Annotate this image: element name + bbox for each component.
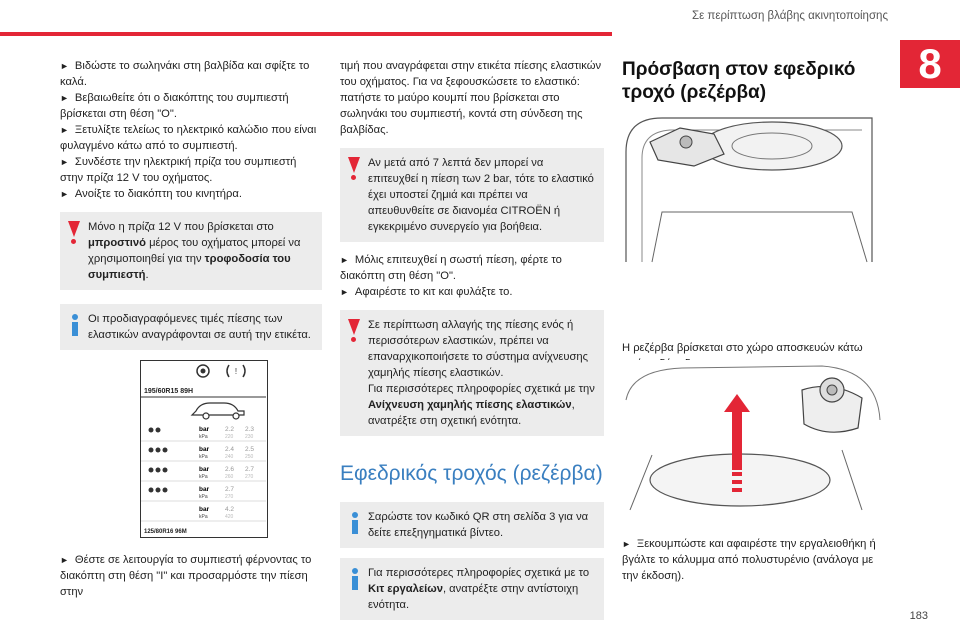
warning-icon	[68, 221, 80, 245]
warning-icon	[348, 157, 360, 181]
pressure-bar-value: 2.2	[225, 426, 235, 433]
page-number: 183	[909, 610, 928, 622]
info-icon	[350, 568, 360, 592]
pressure-row	[141, 506, 266, 521]
trunk-drawing	[622, 112, 884, 272]
step-4: ► Συνδέστε την ηλεκτρική πρίζα του συμπιεστή στην πρίζα 12 V του οχήματος.	[60, 156, 297, 184]
arrow-icon: ►	[60, 157, 69, 167]
passenger-icon	[149, 428, 154, 433]
step-7: ► Μόλις επιτευχθεί η σωστή πίεση, φέρτε το διακόπτη στη θέση "O".	[340, 254, 562, 282]
pressure-kpa-value: 230	[245, 434, 254, 440]
pressure-row	[141, 446, 266, 461]
pressure-row	[141, 426, 266, 441]
column-1	[60, 58, 322, 360]
pressure-bar-value: 2.4	[225, 446, 235, 453]
passenger-icon	[156, 488, 161, 493]
pressure-bar-value: 2.7	[245, 466, 255, 473]
arrow-icon: ►	[622, 539, 631, 549]
step-8: ► Αφαιρέστε το κιτ και φυλάξτε το.	[340, 286, 513, 298]
spare-location-caption: Η ρεζέρβα βρίσκεται στο χώρο αποσκευών κάτω	[622, 342, 863, 354]
pressure-row	[141, 486, 266, 501]
passenger-icon	[163, 448, 168, 453]
heading-access-spare: Πρόσβαση στον εφεδρικό τροχό (ρεζέρβα)	[622, 59, 856, 103]
chapter-badge: 8	[900, 40, 960, 88]
pressure-kpa-value: 420	[225, 514, 234, 520]
unit-bar-label: bar	[199, 426, 210, 433]
section-heading-spare-wheel: Εφεδρικός τροχός (ρεζέρβα)	[340, 462, 603, 485]
arrow-icon: ►	[60, 61, 69, 71]
car-icon	[192, 403, 244, 419]
pressure-bar-value: 2.6	[225, 466, 235, 473]
passenger-icon	[149, 468, 154, 473]
warning-box-reset: Σε περίπτωση αλλαγής της πίεσης ενός ή περισσότερων ελαστικών, πρέπει να επαναρχικοποιήσετε το σύστημα ανίχνευσης χαμηλής πίεσης ελαστικών. Για περισσότερες πληροφορίες σχετικά με την Ανίχνευση χαμηλής πίεσης ελαστικών, ανατρέξτε στη σχετική ενότητα.	[340, 310, 604, 436]
arrow-icon: ►	[340, 255, 349, 265]
unit-kpa-label: kPa	[199, 514, 208, 520]
inflate-instructions: τιμή που αναγράφεται στην ετικέτα πίεσης ελαστικών του οχήματος. Για να ξεφουσκώσετε το ελαστικό: πατήστε το μαύρο κουμπί που βρίσκεται στο σωληνάκι του συμπιεστή, κοντά στη σύνδεση της βαλβίδας.	[340, 60, 602, 136]
tyre-size-top: 195/60R15 89H	[144, 388, 194, 395]
pressure-kpa-value: 240	[225, 454, 234, 460]
arrow-icon: ►	[60, 93, 69, 103]
pressure-bar-value: 4.2	[225, 506, 235, 513]
passenger-icon	[156, 448, 161, 453]
arrow-icon: ►	[60, 125, 69, 135]
unit-kpa-label: kPa	[199, 494, 208, 500]
info-icon	[70, 314, 80, 338]
pressure-kpa-value: 270	[245, 474, 254, 480]
tyre-label-drawing	[141, 361, 266, 536]
unit-bar-label: bar	[199, 466, 210, 473]
svg-text:!: !	[234, 367, 238, 376]
step-3: ► Ξετυλίξτε τελείως το ηλεκτρικό καλώδιο που είναι φυλαγμένο κάτω από το συμπιεστή.	[60, 124, 317, 152]
unit-bar-label: bar	[199, 486, 210, 493]
info-icon	[350, 512, 360, 536]
pressure-row	[141, 466, 266, 481]
info-box-pressure: Οι προδιαγραφόμενες τιμές πίεσης των ελαστικών αναγράφονται σε αυτή την ετικέτα.	[60, 304, 322, 350]
step-9: ► Ξεκουμπώστε και αφαιρέστε την εργαλειοθήκη ή βγάλτε το κάλυμμα από πολυστυρένιο (ανάλογα με την έκδοση).	[622, 538, 876, 582]
pressure-bar-value: 2.3	[245, 426, 255, 433]
passenger-icon	[163, 468, 168, 473]
header-title: Σε περίπτωση βλάβης ακινητοποίησης	[691, 10, 888, 22]
passenger-icon	[149, 448, 154, 453]
remove-toolbox-illustration	[622, 360, 884, 520]
step-2: ► Βεβαιωθείτε ότι ο διακόπτης του συμπιεστή βρίσκεται στη θέση "O".	[60, 92, 289, 120]
passenger-icon	[156, 468, 161, 473]
step-5: ► Ανοίξτε το διακόπτη του κινητήρα.	[60, 188, 242, 200]
pressure-kpa-value: 250	[245, 454, 254, 460]
unit-kpa-label: kPa	[199, 434, 208, 440]
spare-wheel-shape	[702, 122, 842, 170]
passenger-icon	[149, 488, 154, 493]
step-1: ► Βιδώστε το σωληνάκι στη βαλβίδα και σφίξτε το καλά.	[60, 60, 310, 88]
unit-kpa-label: kPa	[199, 454, 208, 460]
page-header	[0, 0, 960, 40]
warning-box-7min: Αν μετά από 7 λεπτά δεν μπορεί να επιτευχθεί η πίεση των 2 bar, τότε το ελαστικό έχει υποστεί ζημιά και πρέπει να απευθυνθείτε σε διανομέα CITROËN ή εγκεκριμένο συνεργείο για βοήθεια.	[340, 148, 604, 242]
header-rule	[0, 32, 612, 36]
trunk-spare-illustration	[622, 112, 884, 272]
tyre-size-bottom: 125/80R16 96M	[144, 529, 187, 535]
passenger-icon	[163, 488, 168, 493]
unit-kpa-label: kPa	[199, 474, 208, 480]
unit-bar-label: bar	[199, 446, 210, 453]
pressure-kpa-value: 270	[225, 494, 234, 500]
pressure-bar-value: 2.5	[245, 446, 255, 453]
warning-icon	[348, 319, 360, 343]
pressure-kpa-value: 260	[225, 474, 234, 480]
remove-drawing	[622, 360, 884, 520]
pressure-kpa-value: 220	[225, 434, 234, 440]
info-box-qr: Σαρώστε τον κωδικό QR στη σελίδα 3 για να δείτε επεξηγηματικά βίντεο.	[340, 502, 604, 548]
step-6: ► Θέστε σε λειτουργία το συμπιεστή φέρνοντας το διακόπτη στη θέση "I" και προσαρμόστε την πίεση στην	[60, 554, 312, 598]
arrow-icon: ►	[60, 189, 69, 199]
arrow-icon: ►	[60, 555, 69, 565]
arrow-icon: ►	[340, 287, 349, 297]
column-2	[340, 58, 604, 630]
unit-bar-label: bar	[199, 506, 210, 513]
warning-box-12v: Μόνο η πρίζα 12 V που βρίσκεται στο μπροστινό μέρος του οχήματος μπορεί να χρησιμοποιηθεί για την τροφοδοσία του συμπιεστή.	[60, 212, 322, 290]
pressure-bar-value: 2.7	[225, 486, 235, 493]
tyre-pressure-label	[140, 360, 268, 538]
info-box-toolkit: Για περισσότερες πληροφορίες σχετικά με το Κιτ εργαλείων, ανατρέξτε στην αντίστοιχη ενότητα.	[340, 558, 604, 620]
passenger-icon	[156, 428, 161, 433]
